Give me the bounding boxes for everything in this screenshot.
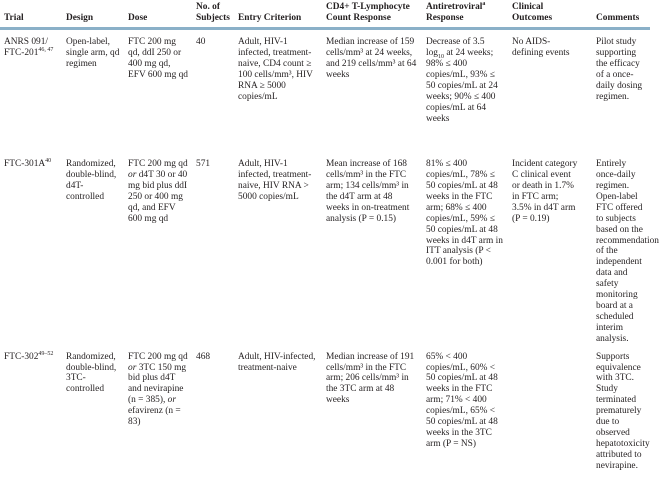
header-label: No. of Subjects [196,2,230,23]
trial-name: FTC-301A [4,159,46,170]
header-subjects [192,0,234,29]
cell-entry-criterion: Adult, HIV-1 infected, treatment-naive, CD4 count ≥ 100 cells/mm³, HIV RNA ≥ 5000 copies/mL [238,37,313,102]
table-row [0,152,650,344]
cell-trial [0,29,62,153]
header-label: Entry Criterion [238,12,302,23]
dose-or: or [128,170,137,181]
header-row [0,0,650,29]
header-label: Response [426,12,464,23]
header-label: Comments [596,12,640,23]
header-trial [0,0,62,29]
dose-text: d4T 30 or 40 mg bid plus ddI 250 or 400 mg qd, and EFV 600 mg qd [128,170,188,224]
cell-dose [124,345,192,492]
cell-trial [0,345,62,492]
cell-antiretroviral-response: 81% ≤ 400 copies/mL, 78% ≤ 50 copies/mL at 48 weeks in the FTC arm; 68% ≤ 400 copies/mL, 59% ≤ 50 copies/mL at 48 weeks in d4T arm in ITT analysis (P < 0.001 for both) [426,159,503,268]
cell-entry-criterion: Adult, HIV-infected, treatment-naive [238,351,316,373]
reference-superscript: 40 [45,158,52,165]
dose-text: FTC 200 mg qd [128,159,188,170]
cell-clinical-outcomes: Incident category C clinical event or death in 1.7% in FTC arm; 3.5% in d4T arm (P = 0.19) [512,159,578,224]
cell-comments: Entirely once-daily regimen. Open-label FTC offered to subjects based on the recommendation of the independent data and safety monitoring board at a scheduled interim analysis. [596,159,659,344]
dose-text: efavirenz (n = 83) [128,406,181,428]
header-label: Antiretroviral [426,2,483,12]
cell-antiretroviral-response [422,29,508,153]
arv-text: Decrease of 3.5 log [426,37,485,59]
dose-text: FTC 200 mg qd [128,351,188,362]
cell-design: Open-label, single arm, qd regimen [66,37,120,69]
table-row [0,345,650,492]
cell-entry-criterion: Adult, HIV-1 infected, treatment-naive, HIV RNA > 5000 copies/mL [238,159,312,202]
header-clinical-outcomes [508,0,582,29]
trial-name: FTC-302 [4,351,39,362]
header-comments [582,0,650,29]
header-label: Clinical Outcomes [512,2,553,23]
cell-clinical-outcomes [508,345,582,492]
cell-clinical-outcomes: No AIDS-defining events [512,37,570,59]
header-label: Trial [4,12,24,23]
dose-or: or [128,362,137,373]
cell-subjects: 468 [196,351,211,362]
header-cd4-response [322,0,422,29]
cell-design: Randomized, double-blind, 3TC-controlled [66,351,117,395]
cell-design: Randomized, double-blind, d4T-controlled [66,159,117,202]
cell-comments: Pilot study supporting the efficacy of a once-daily dosing regimen. [596,37,643,102]
cell-antiretroviral-response: 65% < 400 copies/mL, 60% < 50 copies/mL at 48 weeks in the FTC arm; 71% < 400 copies/mL, 65% < 50 copies/mL at 48 weeks in the 3TC arm (P = NS) [426,351,498,449]
dose-or: or [167,395,176,406]
cell-dose: FTC 200 mg qd, ddI 250 or 400 mg qd, EFV 600 mg qd [128,37,188,80]
header-label: Dose [128,12,148,23]
trial-name: ANRS 091/ FTC-201 [4,37,49,59]
header-entry-criterion [234,0,322,29]
cell-cd4-response: Median increase of 191 cells/mm³ in the FTC arm; 206 cells/mm³ in the 3TC arm at 48 weeks [326,351,415,406]
cell-comments: Supports equivalence with 3TC. Study terminated prematurely due to observed hepatotoxicity attributed to nevirapine. [596,351,650,471]
header-design [62,0,124,29]
arv-text: at 24 weeks; 98% ≤ 400 copies/mL, 93% ≤ 50 copies/mL at 24 weeks; 90% ≤ 400 copies/mL at 64 weeks [426,48,498,124]
reference-superscript: 46, 47 [38,46,54,53]
dose-text: 3TC 150 mg bid plus d4T and nevirapine (n = 385), [128,362,187,406]
header-label: CD4+ T-Lymphocyte Count Response [326,2,410,23]
cell-cd4-response: Mean increase of 168 cells/mm³ in the FTC arm; 134 cells/mm³ in the d4T arm at 48 weeks in on-treatment analysis (P = 0.15) [326,159,410,224]
cell-subjects: 40 [196,37,206,48]
log-subscript: 10 [437,53,444,60]
header-label: Design [66,12,94,23]
footnote-marker: a [482,0,486,7]
cell-subjects: 571 [196,159,211,170]
reference-superscript: 49–52 [38,350,54,357]
cell-dose [124,152,192,344]
table-row [0,29,650,153]
header-dose [124,0,192,29]
cell-cd4-response: Median increase of 159 cells/mm³ at 24 weeks, and 219 cells/mm³ at 64 weeks [326,37,417,80]
header-antiretroviral-response [422,0,508,29]
cell-trial [0,152,62,344]
